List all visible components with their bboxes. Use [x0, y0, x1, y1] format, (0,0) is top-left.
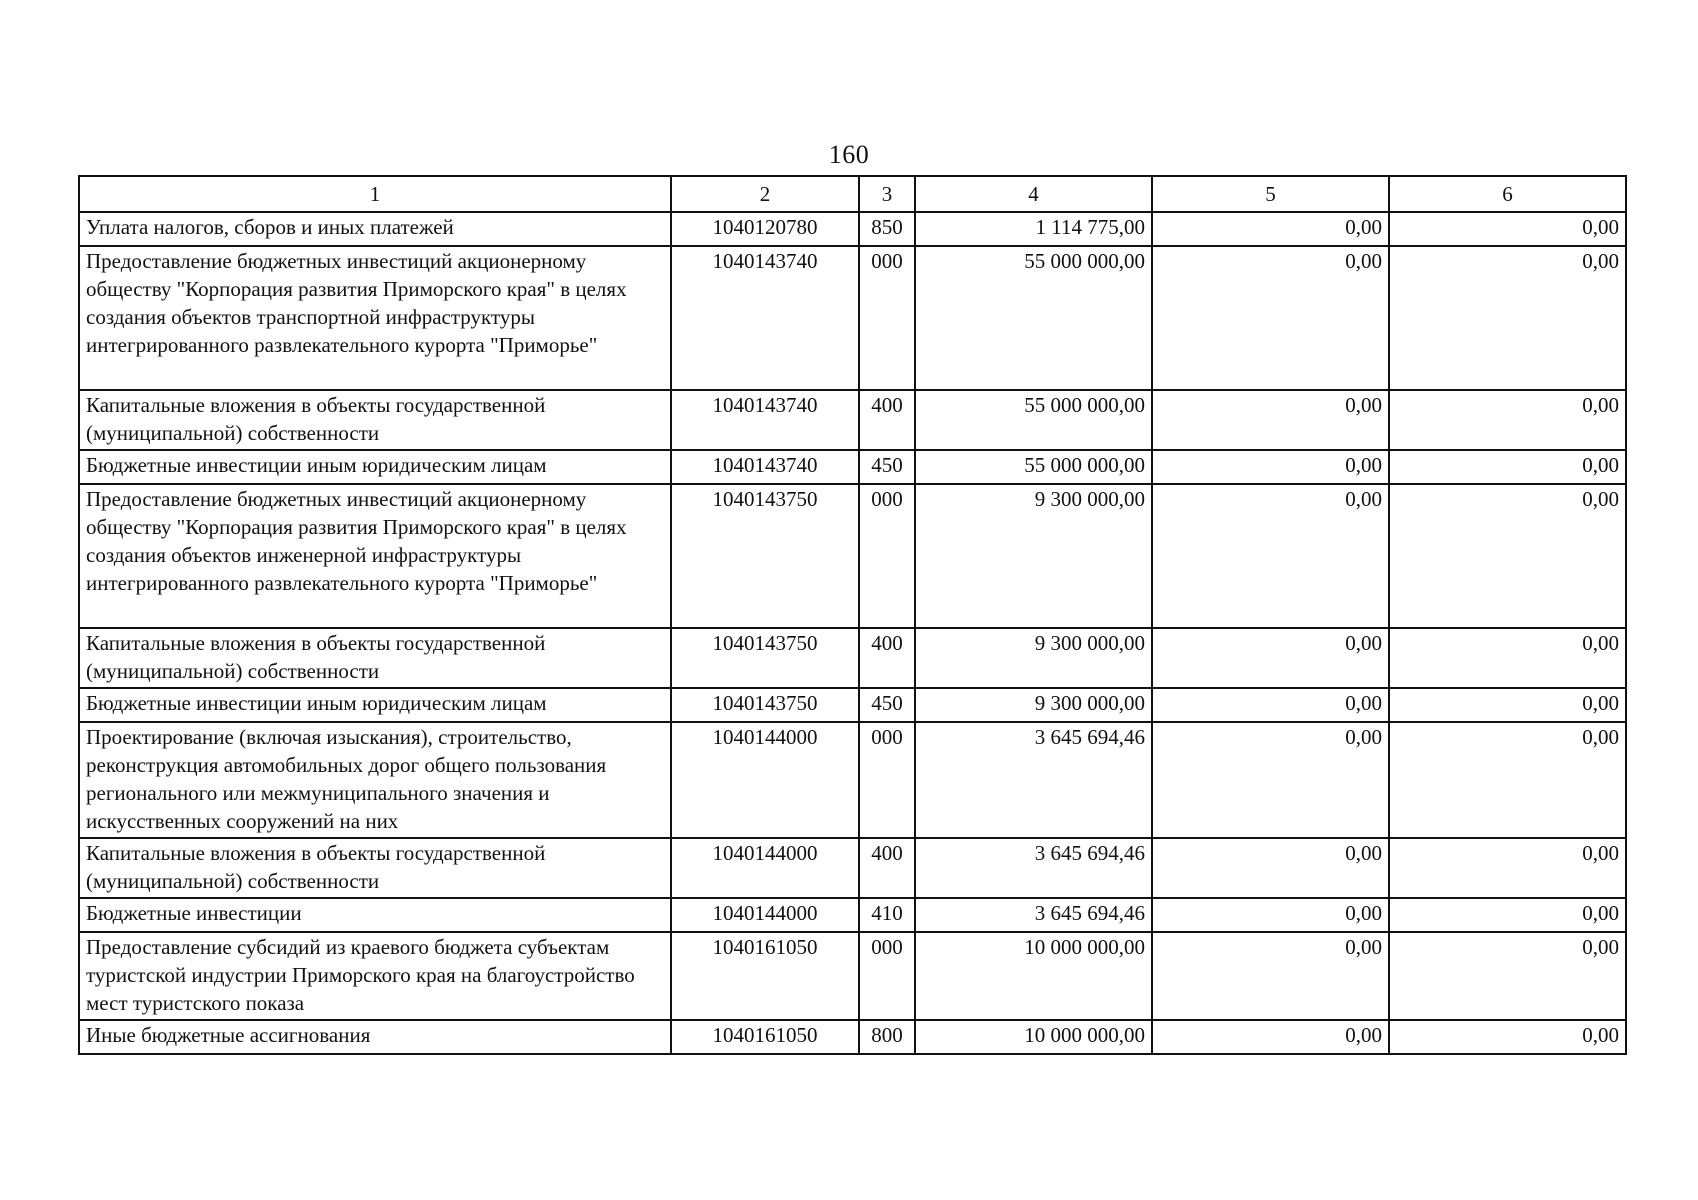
table-row	[79, 898, 1626, 932]
row-code: 1040144000	[671, 722, 859, 838]
row-name: Предоставление бюджетных инвестиций акционерному обществу "Корпорация развития Приморского края" в целях создания объектов инженерной инфраструктуры интегрированного развлекательного курорта "Приморье"	[79, 484, 671, 628]
row-code: 1040120780	[671, 212, 859, 246]
table-row	[79, 484, 1626, 628]
row-type: 450	[859, 688, 915, 722]
row-value-6: 0,00	[1389, 1020, 1626, 1054]
budget-table	[78, 175, 1627, 1055]
row-value-4: 55 000 000,00	[915, 390, 1152, 450]
row-value-4: 3 645 694,46	[915, 898, 1152, 932]
row-type: 850	[859, 212, 915, 246]
row-value-4: 9 300 000,00	[915, 688, 1152, 722]
row-code: 1040143740	[671, 390, 859, 450]
row-code: 1040161050	[671, 1020, 859, 1054]
row-name: Капитальные вложения в объекты государственной (муниципальной) собственности	[79, 628, 671, 688]
row-type: 000	[859, 722, 915, 838]
table-row	[79, 838, 1626, 898]
row-value-6: 0,00	[1389, 246, 1626, 390]
row-type: 450	[859, 450, 915, 484]
header-row	[79, 176, 1626, 212]
row-value-4: 10 000 000,00	[915, 1020, 1152, 1054]
row-value-4: 3 645 694,46	[915, 722, 1152, 838]
page-number: 160	[828, 140, 870, 169]
row-name: Предоставление субсидий из краевого бюджета субъектам туристской индустрии Приморского края на благоустройство мест туристского показа	[79, 932, 671, 1020]
table-row	[79, 628, 1626, 688]
row-value-6: 0,00	[1389, 722, 1626, 838]
row-value-6: 0,00	[1389, 932, 1626, 1020]
table-row	[79, 390, 1626, 450]
row-type: 400	[859, 838, 915, 898]
row-value-5: 0,00	[1152, 212, 1389, 246]
row-value-6: 0,00	[1389, 898, 1626, 932]
row-value-5: 0,00	[1152, 484, 1389, 628]
row-value-5: 0,00	[1152, 898, 1389, 932]
row-value-6: 0,00	[1389, 688, 1626, 722]
row-value-4: 3 645 694,46	[915, 838, 1152, 898]
row-name: Проектирование (включая изыскания), строительство, реконструкция автомобильных дорог общего пользования регионального или межмуниципального значения и искусственных сооружений на них	[79, 722, 671, 838]
row-value-5: 0,00	[1152, 688, 1389, 722]
row-value-4: 55 000 000,00	[915, 246, 1152, 390]
row-code: 1040143750	[671, 628, 859, 688]
row-code: 1040143740	[671, 450, 859, 484]
row-code: 1040143750	[671, 484, 859, 628]
row-name: Бюджетные инвестиции иным юридическим лицам	[79, 688, 671, 722]
row-value-5: 0,00	[1152, 390, 1389, 450]
row-value-5: 0,00	[1152, 722, 1389, 838]
table-row	[79, 212, 1626, 246]
row-value-4: 9 300 000,00	[915, 628, 1152, 688]
row-name: Бюджетные инвестиции	[79, 898, 671, 932]
row-value-4: 9 300 000,00	[915, 484, 1152, 628]
row-type: 400	[859, 628, 915, 688]
table-row	[79, 932, 1626, 1020]
row-value-6: 0,00	[1389, 838, 1626, 898]
row-name: Иные бюджетные ассигнования	[79, 1020, 671, 1054]
table-row	[79, 688, 1626, 722]
table-row	[79, 1020, 1626, 1054]
row-type: 000	[859, 932, 915, 1020]
row-code: 1040144000	[671, 838, 859, 898]
table-row	[79, 246, 1626, 390]
column-header-2: 2	[671, 176, 859, 212]
row-name: Уплата налогов, сборов и иных платежей	[79, 212, 671, 246]
row-value-4: 1 114 775,00	[915, 212, 1152, 246]
row-code: 1040143750	[671, 688, 859, 722]
table-row	[79, 722, 1626, 838]
row-code: 1040143740	[671, 246, 859, 390]
row-name: Предоставление бюджетных инвестиций акционерному обществу "Корпорация развития Приморского края" в целях создания объектов транспортной инфраструктуры интегрированного развлекательного курорта "Приморье"	[79, 246, 671, 390]
row-name: Бюджетные инвестиции иным юридическим лицам	[79, 450, 671, 484]
row-value-5: 0,00	[1152, 932, 1389, 1020]
row-code: 1040144000	[671, 898, 859, 932]
row-type: 800	[859, 1020, 915, 1054]
row-value-5: 0,00	[1152, 246, 1389, 390]
row-type: 400	[859, 390, 915, 450]
row-value-6: 0,00	[1389, 212, 1626, 246]
row-name: Капитальные вложения в объекты государственной (муниципальной) собственности	[79, 390, 671, 450]
row-type: 000	[859, 246, 915, 390]
column-header-3: 3	[859, 176, 915, 212]
row-value-6: 0,00	[1389, 390, 1626, 450]
row-value-5: 0,00	[1152, 628, 1389, 688]
column-header-1: 1	[79, 176, 671, 212]
row-value-6: 0,00	[1389, 484, 1626, 628]
row-value-5: 0,00	[1152, 1020, 1389, 1054]
row-type: 000	[859, 484, 915, 628]
column-header-4: 4	[915, 176, 1152, 212]
row-code: 1040161050	[671, 932, 859, 1020]
row-name: Капитальные вложения в объекты государственной (муниципальной) собственности	[79, 838, 671, 898]
row-value-5: 0,00	[1152, 838, 1389, 898]
column-header-6: 6	[1389, 176, 1626, 212]
row-value-6: 0,00	[1389, 450, 1626, 484]
row-type: 410	[859, 898, 915, 932]
row-value-4: 10 000 000,00	[915, 932, 1152, 1020]
row-value-5: 0,00	[1152, 450, 1389, 484]
column-header-5: 5	[1152, 176, 1389, 212]
row-value-6: 0,00	[1389, 628, 1626, 688]
table-row	[79, 450, 1626, 484]
row-value-4: 55 000 000,00	[915, 450, 1152, 484]
